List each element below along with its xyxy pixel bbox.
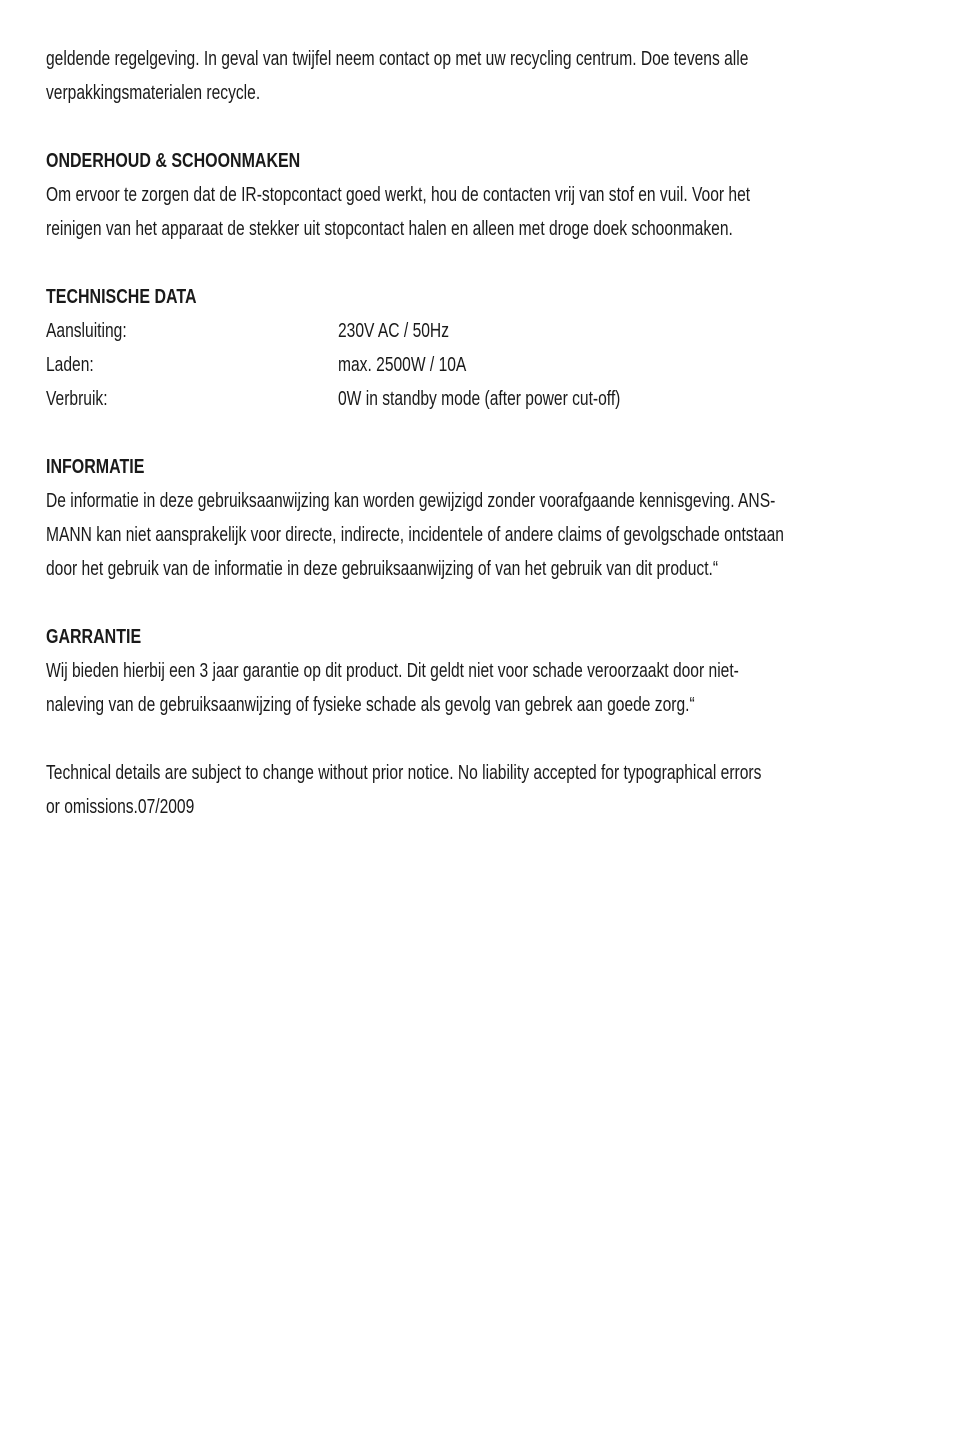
text-line: Technical details are subject to change without prior notice. No liability accepted for typographical errors — [46, 762, 762, 784]
maintenance-section — [46, 144, 916, 246]
text-line: Om ervoor te zorgen dat de IR-stopcontact goed werkt, hou de contacten vrij van stof en vuil. Voor het — [46, 184, 751, 206]
intro-paragraph — [46, 42, 916, 110]
text-line: verpakkingsmaterialen recycle. — [46, 82, 261, 104]
text-line: MANN kan niet aansprakelijk voor directe, indirecte, incidentele of andere claims of gevolgschade ontstaan — [46, 524, 784, 546]
text-line: door het gebruik van de informatie in deze gebruiksaanwijzing of van het gebruik van dit product.“ — [46, 558, 719, 580]
spec-row — [46, 314, 916, 348]
text-line: geldende regelgeving. In geval van twijfel neem contact op met uw recycling centrum. Doe tevens alle — [46, 48, 749, 70]
technical-data-section — [46, 280, 916, 416]
disclaimer-paragraph — [46, 756, 916, 824]
document-page — [46, 42, 916, 824]
spec-value: 230V AC / 50Hz — [338, 320, 450, 342]
spec-value: max. 2500W / 10A — [338, 354, 467, 376]
spec-label: Laden: — [46, 354, 94, 376]
information-section — [46, 450, 916, 586]
spec-row — [46, 382, 916, 416]
section-heading: GARRANTIE — [46, 626, 142, 648]
section-heading: TECHNISCHE DATA — [46, 286, 197, 308]
text-line: naleving van de gebruiksaanwijzing of fysieke schade als gevolg van gebrek aan goede zorg.“ — [46, 694, 695, 716]
warranty-section — [46, 620, 916, 722]
section-heading: INFORMATIE — [46, 456, 145, 478]
spec-row — [46, 348, 916, 382]
text-line: or omissions.07/2009 — [46, 796, 195, 818]
text-line: Wij bieden hierbij een 3 jaar garantie op dit product. Dit geldt niet voor schade veroorzaakt door niet- — [46, 660, 739, 682]
spec-label: Aansluiting: — [46, 320, 127, 342]
text-line: De informatie in deze gebruiksaanwijzing kan worden gewijzigd zonder voorafgaande kennisgeving. ANS- — [46, 490, 776, 512]
spec-value: 0W in standby mode (after power cut-off) — [338, 388, 621, 410]
spec-label: Verbruik: — [46, 388, 108, 410]
text-line: reinigen van het apparaat de stekker uit stopcontact halen en alleen met droge doek schoonmaken. — [46, 218, 733, 240]
section-heading: ONDERHOUD & SCHOONMAKEN — [46, 150, 301, 172]
